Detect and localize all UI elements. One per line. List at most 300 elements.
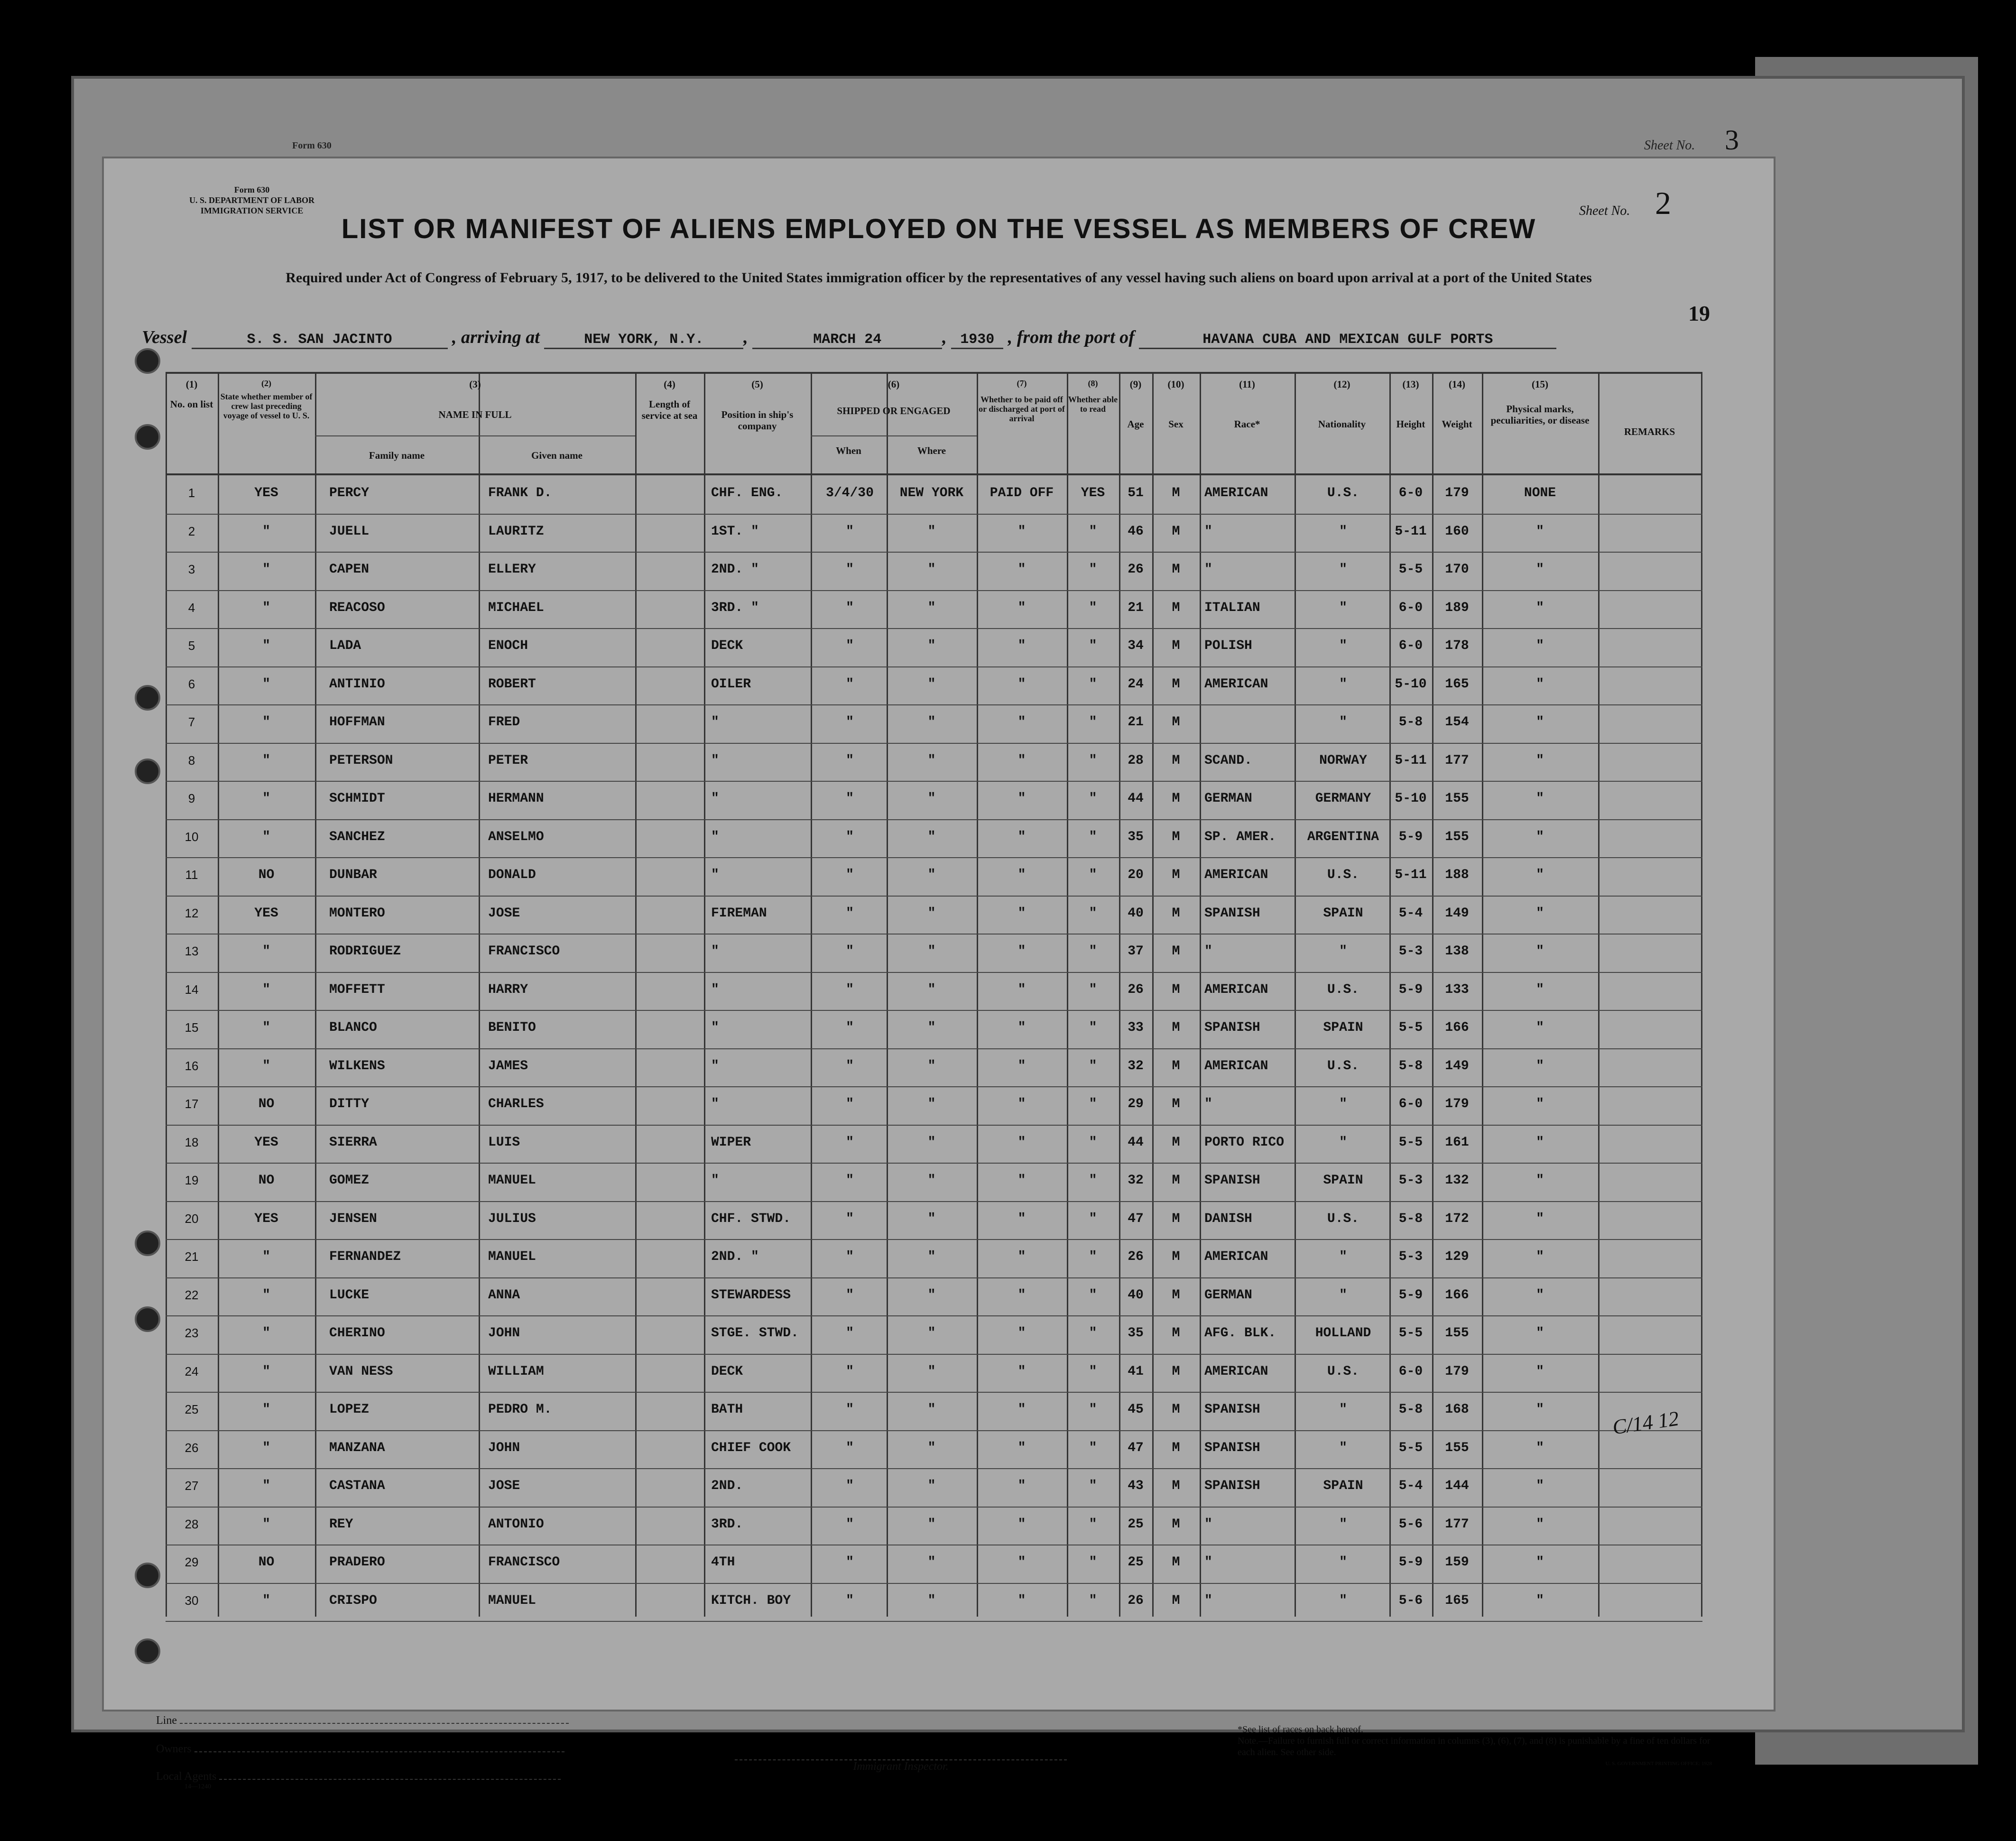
cell-paid: "	[1017, 982, 1026, 997]
cell-paid: "	[1017, 562, 1026, 577]
cell-marks: "	[1536, 1593, 1544, 1608]
cell-weight: 166	[1445, 1020, 1469, 1035]
cell-prev: "	[262, 1058, 270, 1073]
cell-age: 41	[1128, 1364, 1144, 1379]
cell-when: "	[846, 1135, 854, 1150]
cell-sex: M	[1172, 1402, 1180, 1417]
cell-race: GERMAN	[1204, 1287, 1252, 1303]
cell-nat: "	[1339, 562, 1347, 577]
cell-nat: "	[1339, 1135, 1347, 1150]
cell-weight: 179	[1445, 1364, 1469, 1379]
cell-sex: M	[1172, 715, 1180, 730]
cell-paid: "	[1017, 715, 1026, 730]
cell-where: "	[927, 562, 936, 577]
cell-when: "	[846, 1058, 854, 1073]
cell-pos: 2ND. "	[711, 562, 759, 577]
cell-age: 44	[1128, 1135, 1144, 1150]
cell-marks: "	[1536, 1555, 1544, 1570]
cell-paid: "	[1017, 829, 1026, 844]
cell-race: AMERICAN	[1204, 486, 1268, 500]
cell-no: 5	[188, 638, 195, 653]
cell-race: SP. AMER.	[1204, 829, 1276, 844]
cell-sex: M	[1172, 1135, 1180, 1150]
cell-given: FRANCISCO	[488, 944, 560, 959]
col-header-previous-voyage: (2) State whether member of crew last preceding voyage of vessel to U. S.	[220, 379, 313, 420]
cell-height: 5-11	[1395, 524, 1427, 539]
row-divider	[166, 1315, 1702, 1316]
cell-race: PORTO RICO	[1204, 1135, 1285, 1150]
cell-age: 51	[1128, 486, 1144, 500]
cell-given: HERMANN	[488, 791, 544, 806]
cell-sex: M	[1172, 486, 1180, 500]
punch-hole	[135, 1230, 160, 1256]
cell-race: SPANISH	[1204, 1479, 1260, 1493]
cell-sex: M	[1172, 562, 1180, 577]
cell-height: 5-4	[1398, 906, 1423, 921]
cell-nat: "	[1339, 944, 1347, 959]
cell-race: POLISH	[1204, 638, 1252, 653]
cell-paid: "	[1017, 1097, 1026, 1111]
cell-read: "	[1089, 1173, 1097, 1188]
cell-height: 6-0	[1398, 1364, 1423, 1379]
cell-marks: "	[1536, 1287, 1544, 1303]
cell-family: HOFFMAN	[329, 715, 385, 730]
cell-nat: "	[1339, 600, 1347, 615]
cell-given: FRANK D.	[488, 486, 552, 500]
cell-age: 44	[1128, 791, 1144, 806]
cell-no: 23	[185, 1326, 199, 1340]
cell-pos: STEWARDESS	[711, 1287, 791, 1303]
cell-age: 35	[1128, 1326, 1144, 1341]
col-header-paid-off: (7) Whether to be paid off or discharged at port of arrival	[979, 379, 1065, 423]
cell-where: "	[927, 676, 936, 692]
cell-pos: "	[711, 1058, 719, 1073]
cell-paid: "	[1017, 638, 1026, 653]
manifest-page	[102, 157, 1776, 1790]
cell-pos: STGE. STWD.	[711, 1326, 799, 1341]
cell-where: "	[927, 1593, 936, 1608]
form-service: IMMIGRATION SERVICE	[200, 206, 304, 215]
cell-no: 7	[188, 715, 195, 729]
cell-when: "	[846, 868, 854, 882]
from-label: , from the port of	[1008, 327, 1135, 347]
col-header-race: (11) Race*	[1234, 379, 1260, 430]
cell-race: "	[1204, 944, 1212, 959]
cell-no: 9	[188, 791, 195, 805]
cell-when: "	[846, 982, 854, 997]
page-title: LIST OR MANIFEST OF ALIENS EMPLOYED ON THE VESSEL AS MEMBERS OF CREW	[341, 213, 1536, 244]
col-header-age: (9) Age	[1127, 379, 1144, 430]
cell-no: 20	[185, 1211, 199, 1226]
cell-no: 19	[185, 1173, 199, 1187]
cell-where: "	[927, 638, 936, 653]
cell-pos: WIPER	[711, 1135, 751, 1150]
col-header-service-length: (4) Length of service at sea	[641, 379, 698, 421]
cell-paid: "	[1017, 524, 1026, 539]
cell-read: "	[1089, 906, 1097, 921]
cell-when: 3/4/30	[826, 486, 874, 500]
cell-when: "	[846, 1173, 854, 1188]
cell-when: "	[846, 1211, 854, 1226]
cell-height: 5-5	[1398, 1135, 1423, 1150]
cell-given: JOHN	[488, 1326, 520, 1341]
cell-read: "	[1089, 1555, 1097, 1570]
cell-family: JENSEN	[329, 1211, 377, 1226]
row-divider	[166, 1086, 1702, 1087]
cell-given: CHARLES	[488, 1097, 544, 1111]
row-divider	[166, 1048, 1702, 1049]
cell-no: 30	[185, 1593, 199, 1608]
cell-read: "	[1089, 868, 1097, 882]
punch-hole	[135, 759, 160, 784]
cell-family: REY	[329, 1517, 353, 1532]
cell-sex: M	[1172, 1440, 1180, 1455]
cell-height: 5-5	[1398, 1326, 1423, 1341]
cell-no: 12	[185, 906, 199, 920]
cell-paid: "	[1017, 868, 1026, 882]
cell-prev: YES	[254, 906, 278, 921]
cell-family: JUELL	[329, 524, 370, 539]
cell-sex: M	[1172, 791, 1180, 806]
cell-nat: "	[1339, 1517, 1347, 1532]
punch-hole	[135, 1563, 160, 1588]
cell-prev: YES	[254, 486, 278, 500]
cell-height: 5-4	[1398, 1479, 1423, 1493]
cell-race: AMERICAN	[1204, 982, 1268, 997]
cell-where: "	[927, 906, 936, 921]
cell-marks: "	[1536, 1440, 1544, 1455]
cell-sex: M	[1172, 868, 1180, 882]
cell-pos: "	[711, 829, 719, 844]
footer-owners-field: Owners	[156, 1743, 564, 1756]
cell-family: DUNBAR	[329, 868, 377, 882]
cell-marks: "	[1536, 1326, 1544, 1341]
cell-age: 43	[1128, 1479, 1144, 1493]
cell-race: SPANISH	[1204, 1173, 1260, 1188]
cell-sex: M	[1172, 906, 1180, 921]
cell-nat: NORWAY	[1319, 753, 1367, 768]
cell-weight: 189	[1445, 600, 1469, 615]
cell-height: 5-11	[1395, 753, 1427, 768]
cell-when: "	[846, 1517, 854, 1532]
cell-weight: 160	[1445, 524, 1469, 539]
cell-no: 1	[188, 486, 195, 500]
cell-marks: "	[1536, 524, 1544, 539]
cell-nat: "	[1339, 1287, 1347, 1303]
cell-pos: BATH	[711, 1402, 743, 1417]
cell-age: 47	[1128, 1440, 1144, 1455]
cell-pos: 3RD. "	[711, 600, 759, 615]
cell-read: "	[1089, 524, 1097, 539]
cell-no: 11	[185, 868, 198, 882]
cell-read: "	[1089, 753, 1097, 768]
cell-marks: "	[1536, 638, 1544, 653]
cell-weight: 168	[1445, 1402, 1469, 1417]
cell-race: "	[1204, 1517, 1212, 1532]
cell-family: LADA	[329, 638, 361, 653]
cell-when: "	[846, 1479, 854, 1493]
cell-prev: NO	[258, 1173, 275, 1188]
cell-marks: "	[1536, 600, 1544, 615]
cell-when: "	[846, 791, 854, 806]
cell-given: MANUEL	[488, 1173, 536, 1188]
cell-marks: "	[1536, 868, 1544, 882]
cell-race: "	[1204, 562, 1212, 577]
row-divider	[166, 1163, 1702, 1164]
cell-where: "	[927, 600, 936, 615]
cell-read: "	[1089, 562, 1097, 577]
cell-where: "	[927, 1135, 936, 1150]
cell-paid: PAID OFF	[990, 486, 1054, 500]
cell-pos: "	[711, 1020, 719, 1035]
cell-family: CASTANA	[329, 1479, 385, 1493]
cell-family: CRISPO	[329, 1593, 377, 1608]
cell-family: MOFFETT	[329, 982, 385, 997]
cell-race: AMERICAN	[1204, 1249, 1268, 1264]
punch-hole	[135, 1638, 160, 1664]
cell-sex: M	[1172, 753, 1180, 768]
cell-read: "	[1089, 982, 1097, 997]
cell-race: SPANISH	[1204, 1440, 1260, 1455]
cell-family: PETERSON	[329, 753, 393, 768]
cell-paid: "	[1017, 1402, 1026, 1417]
row-divider	[166, 1430, 1702, 1431]
cell-height: 5-5	[1398, 562, 1423, 577]
row-divider	[166, 1621, 1702, 1622]
cell-marks: "	[1536, 676, 1544, 692]
cell-where: "	[927, 829, 936, 844]
cell-prev: "	[262, 1364, 270, 1379]
cell-prev: "	[262, 791, 270, 806]
arrival-date: MARCH 24	[752, 332, 942, 349]
cell-paid: "	[1017, 600, 1026, 615]
cell-given: JAMES	[488, 1058, 528, 1073]
cell-race: AMERICAN	[1204, 676, 1268, 692]
cell-pos: CHF. ENG.	[711, 486, 783, 500]
cell-pos: "	[711, 791, 719, 806]
cell-marks: "	[1536, 1402, 1544, 1417]
cell-family: BLANCO	[329, 1020, 377, 1035]
cell-given: JOSE	[488, 906, 520, 921]
cell-race: AFG. BLK.	[1204, 1326, 1276, 1341]
cell-height: 5-11	[1395, 868, 1427, 882]
cell-weight: 159	[1445, 1555, 1469, 1570]
cell-where: "	[927, 791, 936, 806]
cell-weight: 132	[1445, 1173, 1469, 1188]
punch-hole	[135, 424, 160, 450]
cell-age: 28	[1128, 753, 1144, 768]
cell-where: "	[927, 1517, 936, 1532]
cell-prev: NO	[258, 1555, 275, 1570]
cell-nat: "	[1339, 1402, 1347, 1417]
cell-when: "	[846, 906, 854, 921]
cell-family: MONTERO	[329, 906, 385, 921]
cell-race: "	[1204, 524, 1212, 539]
col-header-position: (5) Position in ship's company	[721, 379, 794, 432]
cell-nat: SPAIN	[1323, 1020, 1363, 1035]
cell-paid: "	[1017, 1135, 1026, 1150]
cell-given: ANTONIO	[488, 1517, 544, 1532]
cell-read: YES	[1081, 486, 1105, 500]
cell-pos: 3RD.	[711, 1517, 743, 1532]
col-header-no: (1) No. on list	[170, 379, 213, 410]
back-sheet-label: Sheet No.	[1644, 138, 1695, 153]
cell-paid: "	[1017, 1555, 1026, 1570]
cell-given: ANSELMO	[488, 829, 544, 844]
cell-height: 5-8	[1398, 715, 1423, 730]
cell-where: "	[927, 1326, 936, 1341]
cell-read: "	[1089, 715, 1097, 730]
cell-read: "	[1089, 1135, 1097, 1150]
cell-pos: "	[711, 944, 719, 959]
cell-paid: "	[1017, 1326, 1026, 1341]
cell-nat: SPAIN	[1323, 906, 1363, 921]
page-subtitle: Required under Act of Congress of February 5, 1917, to be delivered to the United States immigration officer by the representatives of any vessel having such aliens on board upon arrival at a port of the United States	[286, 270, 1592, 286]
cell-pos: CHIEF COOK	[711, 1440, 791, 1455]
cell-when: "	[846, 524, 854, 539]
cell-age: 21	[1128, 715, 1144, 730]
races-note: *See list of races on back hereof.	[1238, 1724, 1363, 1735]
col-header-height: (13) Height	[1396, 379, 1425, 430]
col-header-given-name: Given name	[531, 450, 583, 461]
cell-height: 6-0	[1398, 600, 1423, 615]
cell-prev: YES	[254, 1135, 278, 1150]
row-divider	[166, 514, 1702, 515]
cell-given: ANNA	[488, 1287, 520, 1303]
cell-when: "	[846, 1440, 854, 1455]
cell-pos: "	[711, 753, 719, 768]
cell-marks: "	[1536, 944, 1544, 959]
cell-family: RODRIGUEZ	[329, 944, 401, 959]
row-divider	[166, 1583, 1702, 1584]
cell-read: "	[1089, 829, 1097, 844]
cell-height: 5-10	[1395, 676, 1427, 692]
cell-family: LOPEZ	[329, 1402, 370, 1417]
cell-pos: 4TH	[711, 1555, 735, 1570]
row-divider	[166, 590, 1702, 591]
cell-weight: 155	[1445, 829, 1469, 844]
cell-nat: "	[1339, 1249, 1347, 1264]
cell-weight: 177	[1445, 753, 1469, 768]
cell-where: "	[927, 1020, 936, 1035]
cell-where: "	[927, 1479, 936, 1493]
cell-prev: "	[262, 676, 270, 692]
cell-age: 33	[1128, 1020, 1144, 1035]
cell-pos: CHF. STWD.	[711, 1211, 791, 1226]
cell-age: 40	[1128, 906, 1144, 921]
sheet-number: 2	[1655, 185, 1671, 221]
cell-given: MICHAEL	[488, 600, 544, 615]
cell-sex: M	[1172, 1326, 1180, 1341]
row-divider	[166, 743, 1702, 744]
cell-nat: "	[1339, 676, 1347, 692]
cell-prev: "	[262, 600, 270, 615]
cell-age: 26	[1128, 982, 1144, 997]
cell-nat: "	[1339, 715, 1347, 730]
col-header-read: (8) Whether able to read	[1068, 379, 1118, 414]
col-header-nationality: (12) Nationality	[1318, 379, 1366, 430]
cell-no: 4	[188, 600, 195, 615]
cell-prev: "	[262, 1326, 270, 1341]
cell-given: JOSE	[488, 1479, 520, 1493]
footer-agents-field: Local Agents 14—1240	[156, 1771, 561, 1792]
cell-weight: 144	[1445, 1479, 1469, 1493]
cell-paid: "	[1017, 1593, 1026, 1608]
cell-when: "	[846, 1593, 854, 1608]
cell-race: ITALIAN	[1204, 600, 1260, 615]
cell-where: "	[927, 944, 936, 959]
cell-sex: M	[1172, 1211, 1180, 1226]
cell-pos: DECK	[711, 638, 743, 653]
cell-pos: "	[711, 1097, 719, 1111]
cell-where: "	[927, 1287, 936, 1303]
cell-nat: "	[1339, 1593, 1347, 1608]
cell-read: "	[1089, 1020, 1097, 1035]
cell-given: ROBERT	[488, 676, 536, 692]
col-header-weight: (14) Weight	[1442, 379, 1472, 430]
cell-sex: M	[1172, 1287, 1180, 1303]
cell-when: "	[846, 1402, 854, 1417]
cell-when: "	[846, 1364, 854, 1379]
cell-no: 17	[185, 1097, 199, 1111]
arriving-label: , arriving at	[452, 327, 540, 347]
cell-prev: "	[262, 524, 270, 539]
cell-where: "	[927, 868, 936, 882]
cell-pos: 2ND.	[711, 1479, 743, 1493]
cell-paid: "	[1017, 944, 1026, 959]
cell-where: NEW YORK	[899, 486, 964, 500]
remarks-handwritten-note: C/14 12	[1611, 1406, 1681, 1439]
penalty-note: Note.—Failure to furnish full or correct information in columns (3), (6), (7), and (8) is punishable by a fine of ten dollars for each alien. See other side.	[1238, 1736, 1711, 1758]
cell-prev: "	[262, 753, 270, 768]
cell-given: MANUEL	[488, 1249, 536, 1264]
cell-marks: "	[1536, 715, 1544, 730]
cell-read: "	[1089, 1517, 1097, 1532]
cell-weight: 155	[1445, 1440, 1469, 1455]
cell-where: "	[927, 1097, 936, 1111]
punch-hole	[135, 1306, 160, 1332]
cell-when: "	[846, 1287, 854, 1303]
cell-race: GERMAN	[1204, 791, 1252, 806]
col-header-name: (3) NAME IN FULL	[438, 379, 512, 420]
cell-where: "	[927, 1058, 936, 1073]
cell-given: FRED	[488, 715, 520, 730]
row-divider	[166, 1010, 1702, 1011]
cell-paid: "	[1017, 753, 1026, 768]
cell-age: 26	[1128, 1593, 1144, 1608]
row-divider	[166, 628, 1702, 629]
cell-marks: "	[1536, 1097, 1544, 1111]
cell-family: SCHMIDT	[329, 791, 385, 806]
cell-prev: "	[262, 1440, 270, 1455]
cell-marks: "	[1536, 1517, 1544, 1532]
cell-height: 5-5	[1398, 1440, 1423, 1455]
cell-sex: M	[1172, 1593, 1180, 1608]
cell-family: MANZANA	[329, 1440, 385, 1455]
sheet-label: Sheet No.	[1579, 204, 1630, 218]
cell-height: 5-9	[1398, 982, 1423, 997]
cell-prev: NO	[258, 1097, 275, 1111]
cell-no: 10	[185, 829, 199, 844]
cell-prev: "	[262, 944, 270, 959]
cell-weight: 177	[1445, 1517, 1469, 1532]
cell-prev: "	[262, 1479, 270, 1493]
cell-read: "	[1089, 1593, 1097, 1608]
cell-height: 6-0	[1398, 1097, 1423, 1111]
cell-race: SCAND.	[1204, 753, 1252, 768]
row-divider	[166, 552, 1702, 553]
cell-age: 32	[1128, 1058, 1144, 1073]
